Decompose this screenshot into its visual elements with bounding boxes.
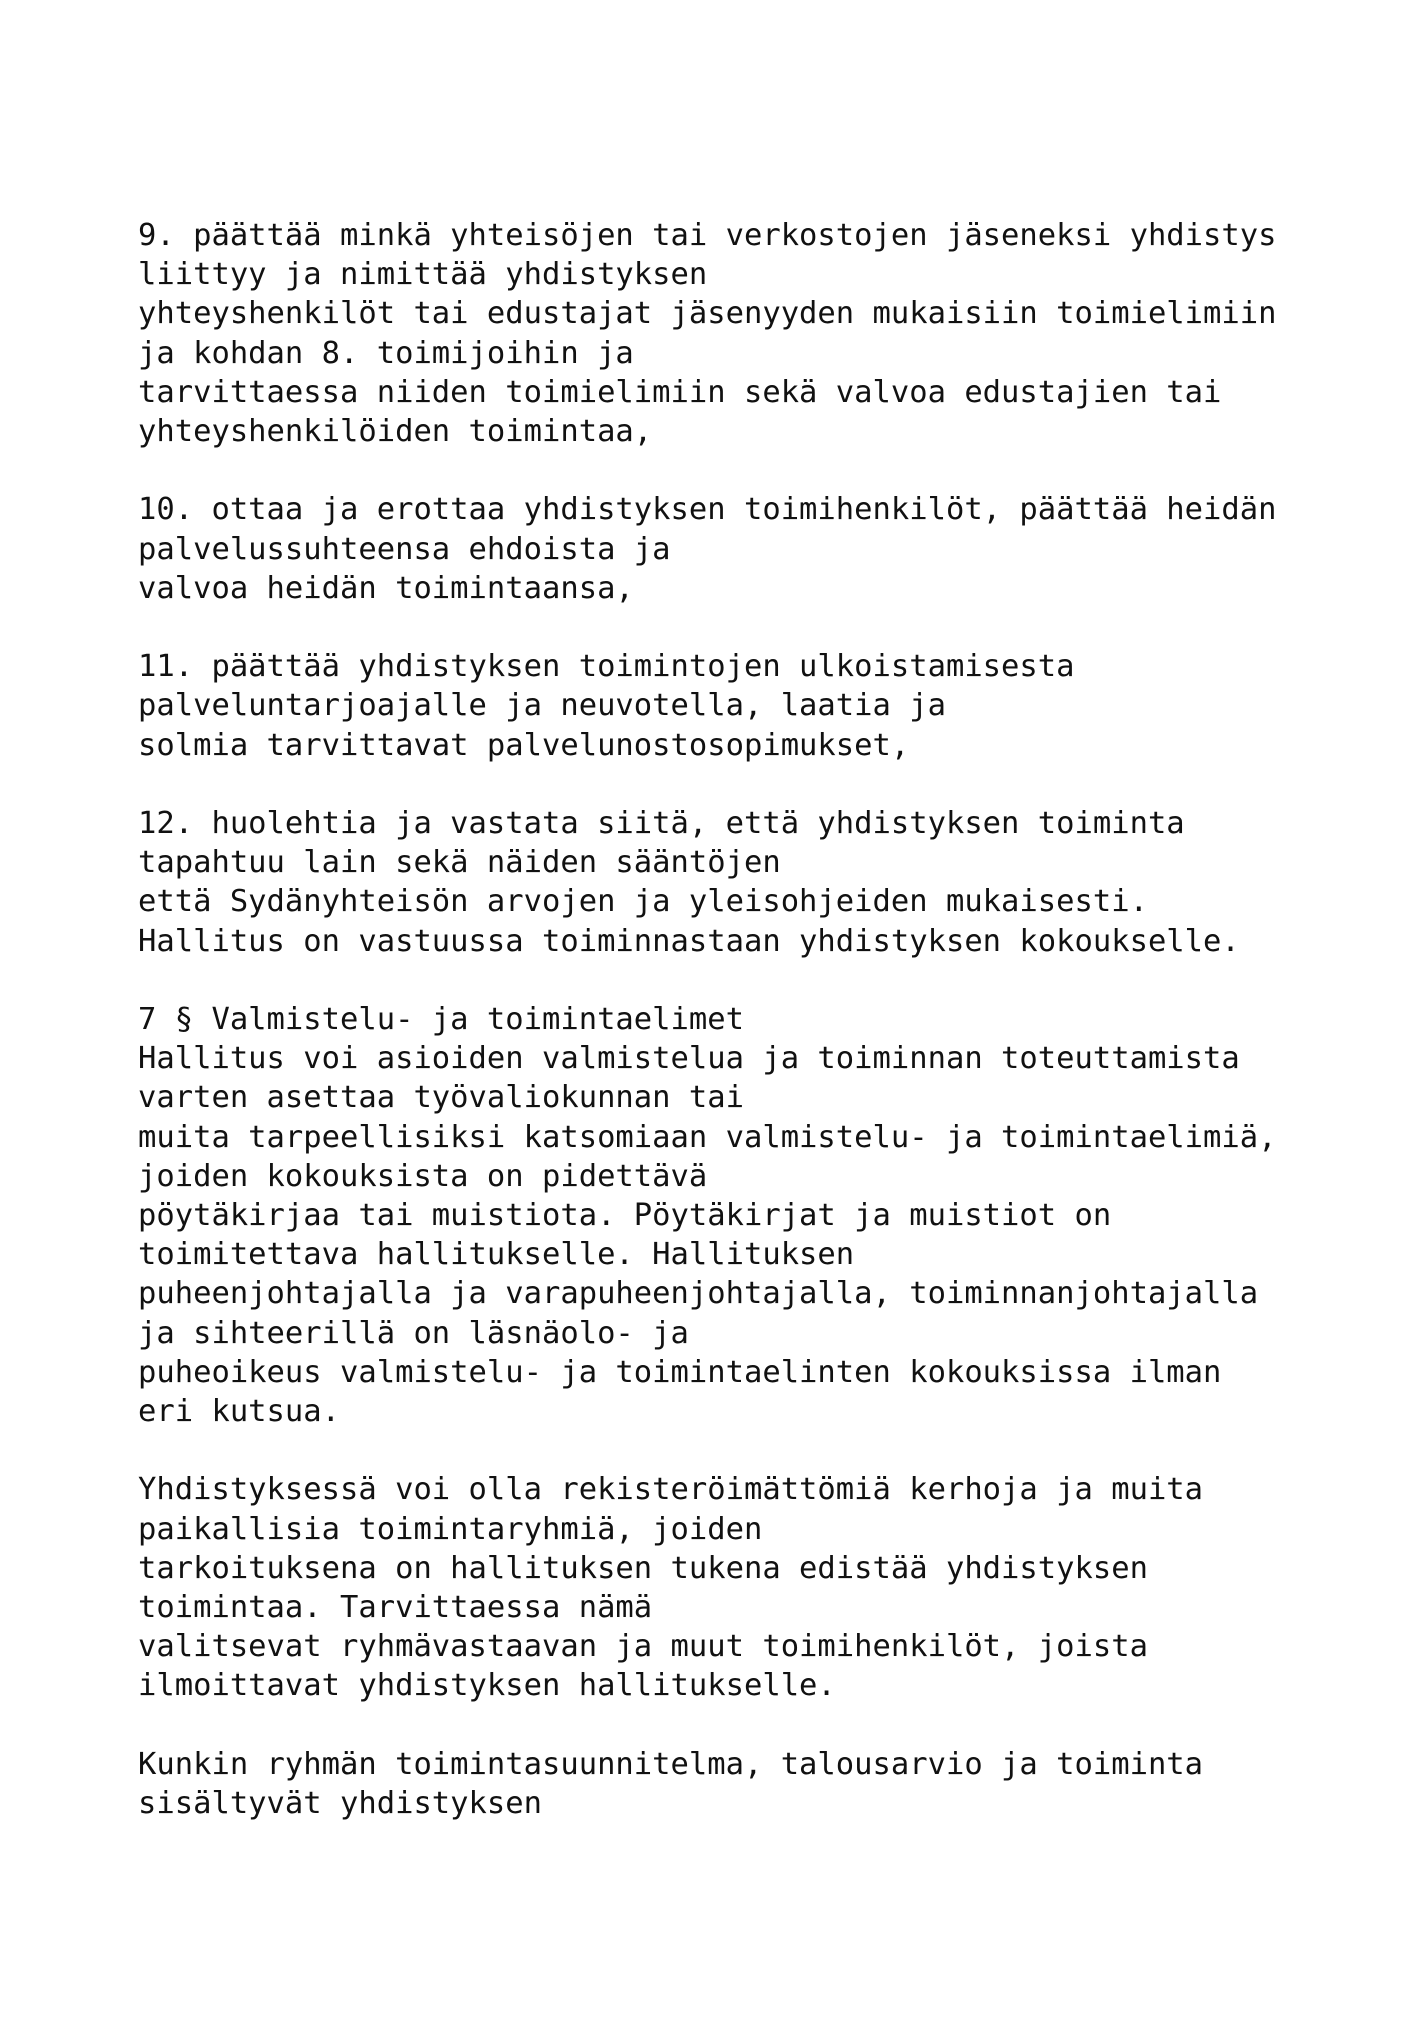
text-line: valvoa heidän toimintaansa, bbox=[138, 570, 634, 606]
section-7-valmistelu-ja-toimintaelimet bbox=[138, 1000, 1398, 1431]
text-line: palveluntarjoajalle ja neuvotella, laatia ja bbox=[138, 688, 946, 724]
text-line: Kunkin ryhmän toimintasuunnitelma, talousarvio ja toiminta bbox=[138, 1746, 1204, 1782]
text-line: solmia tarvittavat palvelunostosopimukset, bbox=[138, 727, 910, 763]
text-line: palvelussuhteensa ehdoista ja bbox=[138, 531, 671, 567]
text-line: eri kutsua. bbox=[138, 1394, 340, 1430]
text-line: että Sydänyhteisön arvojen ja yleisohjeiden mukaisesti. bbox=[138, 884, 1148, 920]
text-line: ja sihteerillä on läsnäolo- ja bbox=[138, 1315, 689, 1351]
text-line: ilmoittavat yhdistyksen hallitukselle. bbox=[138, 1668, 836, 1704]
text-line: tarkoituksena on hallituksen tukena edistää yhdistyksen bbox=[138, 1550, 1148, 1586]
text-line: 11. päättää yhdistyksen toimintojen ulkoistamisesta bbox=[138, 649, 1075, 685]
text-line: Hallitus on vastuussa toiminnastaan yhdistyksen kokoukselle. bbox=[138, 923, 1240, 959]
text-line: pöytäkirjaa tai muistiota. Pöytäkirjat ja muistiot on bbox=[138, 1198, 1112, 1234]
text-line: muita tarpeellisiksi katsomiaan valmistelu- ja toimintaelimiä, bbox=[138, 1119, 1277, 1155]
text-line: varten asettaa työvaliokunnan tai bbox=[138, 1080, 744, 1116]
text-line: toimintaa. Tarvittaessa nämä bbox=[138, 1590, 653, 1626]
text-line: ja kohdan 8. toimijoihin ja bbox=[138, 335, 634, 371]
text-line: valitsevat ryhmävastaavan ja muut toimihenkilöt, joista bbox=[138, 1629, 1148, 1665]
text-line: paikallisia toimintaryhmiä, joiden bbox=[138, 1511, 763, 1547]
paragraph-toimintasuunnitelma bbox=[138, 1745, 1398, 1823]
document-body bbox=[138, 216, 1398, 1862]
text-line: 9. päättää minkä yhteisöjen tai verkostojen jäseneksi yhdistys bbox=[138, 218, 1277, 253]
text-line: liittyy ja nimittää yhdistyksen bbox=[138, 257, 708, 293]
section-heading: 7 § Valmistelu- ja toimintaelimet bbox=[138, 1002, 744, 1037]
text-line: puheenjohtajalla ja varapuheenjohtajalla, toiminnanjohtajalla bbox=[138, 1276, 1259, 1312]
text-line: Yhdistyksessä voi olla rekisteröimättömiä kerhoja ja muita bbox=[138, 1472, 1204, 1508]
text-line: sisältyvät yhdistyksen bbox=[138, 1786, 542, 1822]
paragraph-item-12 bbox=[138, 804, 1398, 961]
text-line: yhteyshenkilöiden toimintaa, bbox=[138, 414, 653, 450]
paragraph-item-11 bbox=[138, 647, 1398, 765]
text-line: puheoikeus valmistelu- ja toimintaelinten kokouksissa ilman bbox=[138, 1354, 1222, 1390]
paragraph-kerhot bbox=[138, 1470, 1398, 1705]
text-line: yhteyshenkilöt tai edustajat jäsenyyden mukaisiin toimielimiin bbox=[138, 296, 1277, 332]
paragraph-item-9 bbox=[138, 216, 1398, 451]
text-line: joiden kokouksista on pidettävä bbox=[138, 1158, 708, 1194]
text-line: tapahtuu lain sekä näiden sääntöjen bbox=[138, 845, 781, 881]
text-line: toimitettava hallitukselle. Hallituksen bbox=[138, 1237, 855, 1273]
text-line: 12. huolehtia ja vastata siitä, että yhdistyksen toiminta bbox=[138, 806, 1185, 841]
text-line: tarvittaessa niiden toimielimiin sekä valvoa edustajien tai bbox=[138, 374, 1222, 410]
text-line: 10. ottaa ja erottaa yhdistyksen toimihenkilöt, päättää heidän bbox=[138, 492, 1277, 528]
paragraph-item-10 bbox=[138, 490, 1398, 608]
text-line: Hallitus voi asioiden valmistelua ja toiminnan toteuttamista bbox=[138, 1041, 1240, 1077]
